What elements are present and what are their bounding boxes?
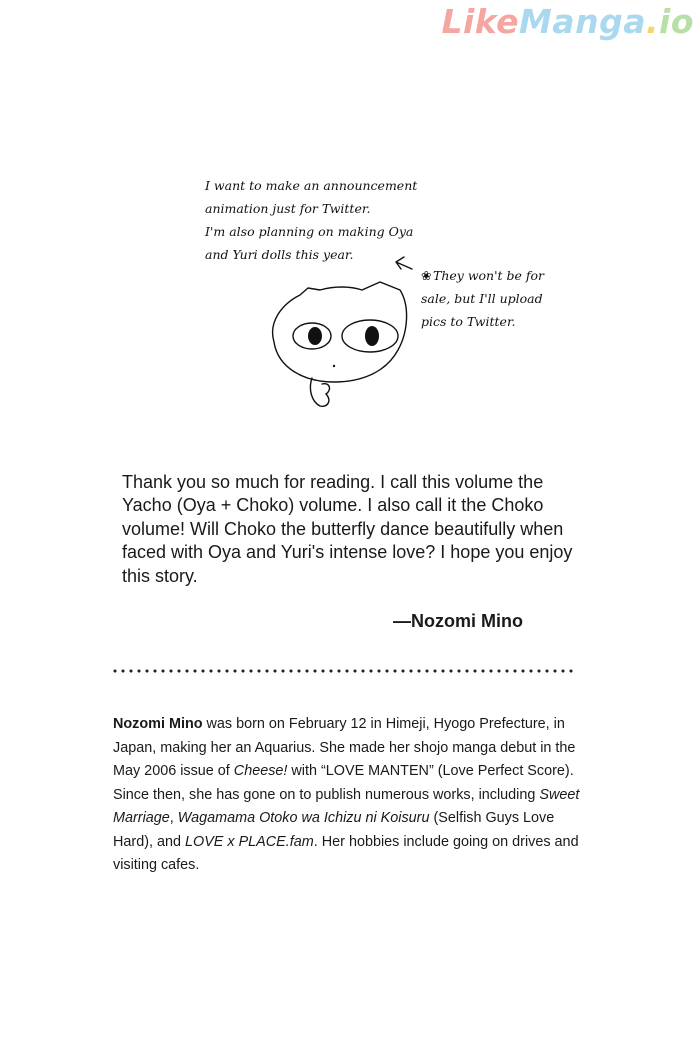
author-bio: [113, 713, 583, 878]
bio-text: ,: [169, 810, 178, 826]
bio-magazine-title: Cheese!: [233, 763, 288, 779]
handwritten-line: I'm also planning on making Oya: [205, 224, 414, 239]
bio-text: (Selfish Guys Love Hard), and: [113, 810, 555, 850]
handwritten-line: animation just for Twitter.: [205, 201, 371, 216]
watermark-part-dot: .: [645, 2, 660, 41]
bio-work-title: Sweet Marriage: [113, 786, 580, 826]
bio-text: was born on February 12 in Himeji, Hyogo Prefecture, in Japan, making her an Aquarius. She made her shojo manga debut in the May 2006 issue of: [113, 716, 576, 779]
afterword-message: [122, 471, 592, 588]
dotted-divider: [111, 668, 575, 674]
author-name: Nozomi Mino: [113, 716, 203, 732]
author-signature: —Nozomi Mino: [393, 611, 523, 631]
handwritten-line: and Yuri dolls this year.: [205, 247, 354, 262]
watermark-logo: [441, 2, 694, 42]
cat-doodle-icon: [262, 250, 412, 415]
afterword-text: Thank you so much for reading. I call this volume the Yacho (Oya + Choko) volume. I also call it the Choko volume! Will Choko the butterfly dance beautifully when faced with Oya and Yuri's intense love? I hope you enjoy this story.: [122, 472, 573, 586]
handwritten-note-line: [421, 264, 544, 287]
watermark-part-like: Like: [441, 2, 519, 41]
watermark-part-manga: Manga: [518, 2, 646, 41]
handwritten-note-text: They won't be for: [433, 268, 545, 283]
handwritten-line: I want to make an announcement: [205, 178, 418, 193]
handwritten-note: [421, 264, 544, 333]
bio-work-title: LOVE x PLACE.fam: [185, 833, 314, 850]
flower-bullet-icon: ❀: [421, 268, 432, 283]
bio-work-title: Wagamama Otoko wa Ichizu ni Koisuru: [177, 810, 430, 826]
author-bio-paragraph: [113, 713, 583, 878]
handwritten-note-line: sale, but I'll upload: [421, 291, 543, 306]
bio-text: . Her hobbies include going on drives and visiting cafes.: [113, 833, 579, 873]
bio-text: with “LOVE MANTEN” (Love Perfect Score). Since then, she has gone on to publish numerous works, including: [113, 763, 574, 803]
handwritten-note-line: pics to Twitter.: [421, 314, 516, 329]
watermark-part-io: io: [659, 2, 694, 41]
